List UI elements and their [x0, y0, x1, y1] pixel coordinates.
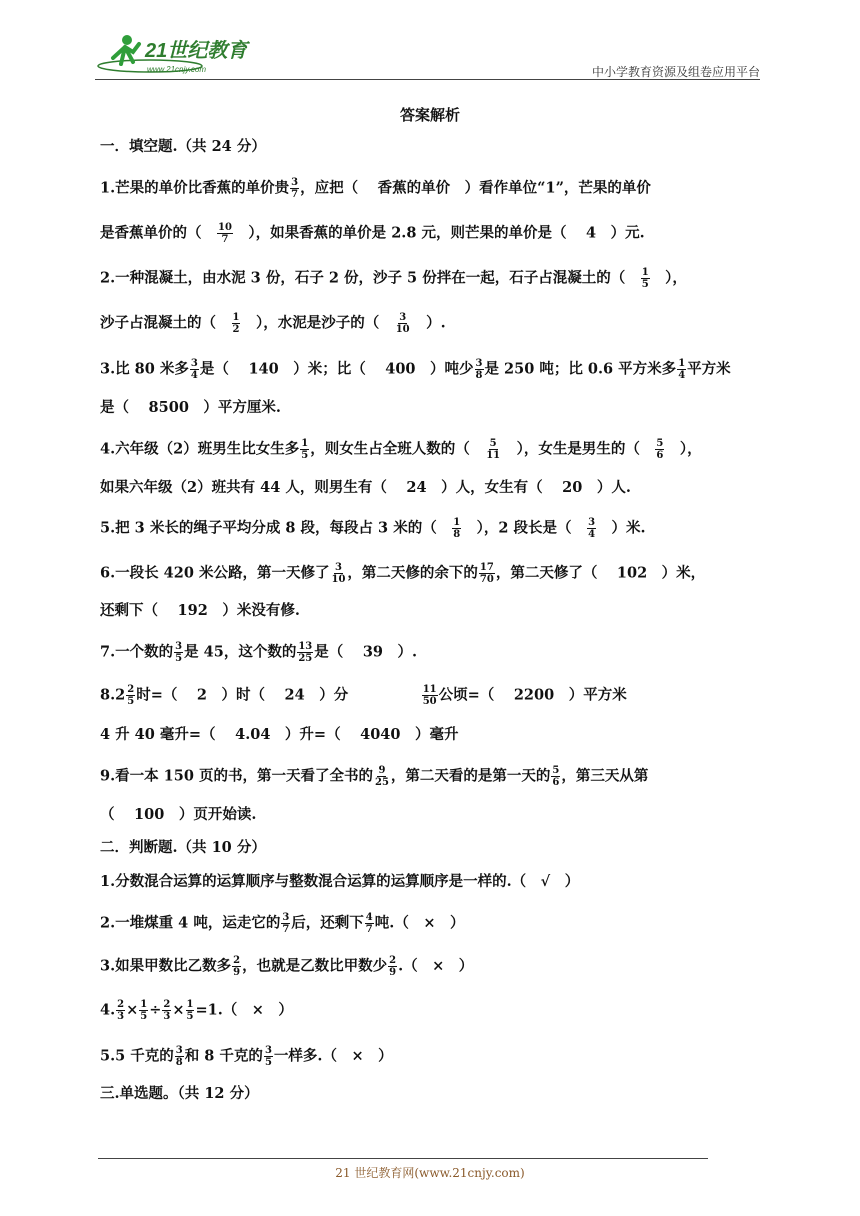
text-line	[100, 517, 646, 540]
fraction	[300, 438, 309, 461]
logo-text: 21世纪教育	[145, 40, 248, 62]
text-segment: 后，还剩下	[291, 914, 364, 932]
text-segment: 公顷=（ 2200 ）平方米	[438, 686, 627, 704]
logo-subtext: www.21cnjy.com	[147, 65, 206, 74]
text-line	[100, 358, 731, 381]
text-segment: 2.一堆煤重 4 吨，运走它的	[100, 914, 281, 932]
text-line	[100, 912, 464, 935]
fraction-numerator: 2	[163, 999, 171, 1010]
fraction	[422, 684, 438, 707]
text-segment: 8.2	[100, 686, 126, 704]
text-line	[100, 398, 281, 418]
fraction	[395, 312, 411, 335]
text-segment: 4.	[100, 1001, 116, 1019]
fraction-numerator: 3	[175, 641, 183, 652]
fraction-denominator: 5	[140, 1011, 148, 1022]
fraction-numerator: 1	[186, 999, 194, 1010]
fraction	[551, 765, 560, 788]
fraction	[485, 438, 501, 461]
text-segment: 一样多.（ × ）	[273, 1047, 393, 1065]
text-segment: ，应把（ 香蕉的单价 ）看作单位“1”，芒果的单价	[300, 179, 651, 197]
text-segment: 3.如果甲数比乙数多	[100, 957, 232, 975]
fraction-numerator: 2	[389, 955, 397, 966]
fraction-denominator: 5	[127, 696, 135, 707]
fraction	[281, 912, 290, 935]
footer-divider	[98, 1158, 708, 1159]
text-segment: ）米.	[597, 519, 646, 537]
text-segment: 5.把 3 米长的绳子平均分成 8 段，每段占 3 米的（	[100, 519, 452, 537]
text-segment: （ 100 ）页开始读.	[100, 806, 257, 823]
fraction-denominator: 10	[331, 574, 346, 585]
text-line	[100, 955, 473, 978]
fraction-numerator: 1	[301, 438, 309, 449]
text-segment: ），如果香蕉的单价是 2.8 元，则芒果的单价是（ 4 ）元.	[233, 224, 645, 242]
text-line	[100, 641, 417, 664]
fraction	[290, 177, 299, 200]
fraction-numerator: 3	[175, 1045, 183, 1056]
text-segment: 沙子占混凝土的（	[100, 314, 231, 332]
fraction-numerator: 17	[479, 562, 494, 573]
text-segment: 4.六年级（2）班男生比女生多	[100, 440, 300, 458]
text-segment: ），	[650, 269, 687, 287]
text-line	[100, 478, 631, 498]
fraction-denominator: 7	[282, 924, 290, 935]
text-segment: 二．判断题.（共 10 分）	[100, 839, 266, 856]
fraction-denominator: 6	[656, 450, 664, 461]
fraction	[126, 684, 135, 707]
text-segment: 和 8 千克的	[184, 1047, 263, 1065]
text-segment: 9.看一本 150 页的书，第一天看了全书的	[100, 767, 373, 785]
fraction-numerator: 4	[365, 912, 373, 923]
fraction-denominator: 6	[552, 777, 560, 788]
fraction	[374, 765, 390, 788]
platform-name: 中小学教育资源及组卷应用平台	[591, 65, 760, 79]
text-segment: ，第二天看的是第一天的	[390, 767, 551, 785]
text-segment: 如果六年级（2）班共有 44 人，则男生有（ 24 ）人，女生有（ 20 ）人.	[100, 479, 631, 496]
text-segment: 3.比 80 米多	[100, 360, 189, 378]
fraction	[232, 312, 241, 335]
fraction-denominator: 3	[117, 1011, 125, 1022]
fraction-denominator: 7	[221, 234, 229, 245]
text-segment: ，第二天修的余下的	[347, 564, 478, 582]
text-line	[100, 438, 702, 461]
fraction-denominator: 5	[175, 653, 183, 664]
fraction-numerator: 3	[291, 177, 299, 188]
fraction	[641, 267, 650, 290]
fraction-denominator: 4	[588, 529, 596, 540]
text-line	[100, 312, 446, 335]
fraction-numerator: 1	[453, 517, 461, 528]
fraction-numerator: 3	[399, 312, 407, 323]
page-footer: 21 世纪教育网(www.21cnjy.com)	[335, 1166, 525, 1180]
text-segment: 是（ 140 ）米；比（ 400 ）吨少	[199, 360, 474, 378]
text-segment: 1.芒果的单价比香蕉的单价贵	[100, 179, 290, 197]
fraction	[116, 999, 125, 1022]
fraction-denominator: 5	[186, 1011, 194, 1022]
fraction	[162, 999, 171, 1022]
fraction-denominator: 70	[479, 574, 494, 585]
fraction-numerator: 2	[117, 999, 125, 1010]
fraction-denominator: 7	[365, 924, 373, 935]
fraction	[297, 641, 313, 664]
text-segment: ×	[172, 1001, 185, 1019]
fraction-numerator: 1	[232, 312, 240, 323]
text-line	[100, 222, 645, 245]
text-line	[100, 765, 648, 788]
text-line	[100, 838, 266, 858]
fraction	[479, 562, 495, 585]
fraction	[677, 358, 686, 381]
text-segment: 7.一个数的	[100, 643, 174, 661]
text-line	[100, 177, 651, 200]
text-segment: 时=（ 2 ）时（ 24 ）分	[136, 686, 421, 704]
fraction-numerator: 13	[298, 641, 313, 652]
text-segment: ），	[665, 440, 702, 458]
text-segment: 是（ 8500 ）平方厘米.	[100, 399, 281, 416]
fraction-denominator: 25	[298, 653, 313, 664]
text-segment: 吨.（ × ）	[374, 914, 465, 932]
text-line	[100, 684, 627, 707]
text-segment: =1.（ × ）	[195, 1001, 293, 1019]
fraction	[331, 562, 347, 585]
page-title: 答案解析	[399, 106, 460, 124]
text-segment: ），女生是男生的（	[502, 440, 655, 458]
fraction	[264, 1045, 273, 1068]
text-segment: ，则女生占全班人数的（	[310, 440, 485, 458]
fraction-denominator: 9	[389, 967, 397, 978]
fraction-denominator: 8	[475, 370, 483, 381]
text-segment: ÷	[149, 1001, 162, 1019]
text-segment: 4 升 40 毫升=（ 4.04 ）升=（ 4040 ）毫升	[100, 726, 459, 743]
text-segment: 2.一种混凝土，由水泥 3 份，石子 2 份，沙子 5 份拌在一起，石子占混凝土的（	[100, 269, 640, 287]
text-line	[100, 999, 293, 1022]
text-segment: ×	[126, 1001, 139, 1019]
fraction	[139, 999, 148, 1022]
fraction-numerator: 3	[588, 517, 596, 528]
text-segment: 是香蕉单价的（	[100, 224, 216, 242]
fraction-numerator: 2	[127, 684, 135, 695]
fraction-denominator: 7	[291, 189, 299, 200]
text-segment: 三.单选题。（共 12 分）	[100, 1085, 259, 1102]
fraction-numerator: 1	[678, 358, 686, 369]
text-segment: 是 45，这个数的	[184, 643, 297, 661]
text-line	[100, 1045, 393, 1068]
fraction-denominator: 9	[233, 967, 241, 978]
fraction	[388, 955, 397, 978]
logo	[95, 30, 270, 78]
text-segment: ，也就是乙数比甲数少	[242, 957, 388, 975]
fraction	[217, 222, 233, 245]
fraction-numerator: 2	[233, 955, 241, 966]
fraction-numerator: 1	[641, 267, 649, 278]
text-line	[100, 601, 300, 621]
header-divider	[95, 79, 760, 80]
fraction	[186, 999, 195, 1022]
fraction-numerator: 5	[656, 438, 664, 449]
text-segment: 6.一段长 420 米公路，第一天修了	[100, 564, 330, 582]
fraction-numerator: 1	[140, 999, 148, 1010]
fraction	[587, 517, 596, 540]
text-segment: 5.5 千克的	[100, 1047, 174, 1065]
fraction-numerator: 3	[190, 358, 198, 369]
text-segment: ，第三天从第	[561, 767, 649, 785]
fraction-denominator: 10	[395, 324, 410, 335]
fraction-numerator: 3	[282, 912, 290, 923]
fraction-denominator: 4	[190, 370, 198, 381]
fraction	[655, 438, 664, 461]
fraction	[452, 517, 461, 540]
text-segment: 1.分数混合运算的运算顺序与整数混合运算的运算顺序是一样的.（ √ ）	[100, 873, 580, 890]
text-segment: ），2 段长是（	[462, 519, 587, 537]
text-line	[100, 267, 687, 290]
page-header	[95, 30, 760, 80]
text-line	[100, 137, 266, 157]
fraction-numerator: 9	[378, 765, 386, 776]
fraction	[175, 1045, 184, 1068]
fraction	[365, 912, 374, 935]
fraction-numerator: 3	[334, 562, 342, 573]
fraction-numerator: 3	[475, 358, 483, 369]
fraction-denominator: 8	[453, 529, 461, 540]
text-segment: ），水泥是沙子的（	[241, 314, 394, 332]
fraction-denominator: 50	[422, 696, 437, 707]
fraction-denominator: 4	[678, 370, 686, 381]
fraction-denominator: 5	[264, 1057, 272, 1068]
text-line	[100, 725, 458, 745]
text-line	[100, 805, 256, 825]
fraction-numerator: 11	[422, 684, 437, 695]
fraction-numerator: 5	[489, 438, 497, 449]
fraction-denominator: 25	[375, 777, 389, 788]
text-line	[100, 1084, 259, 1104]
fraction	[232, 955, 241, 978]
fraction-denominator: 8	[175, 1057, 183, 1068]
text-segment: ）.	[411, 314, 446, 332]
text-segment: 平方米	[687, 360, 731, 378]
fraction	[174, 641, 183, 664]
text-segment: 一．填空题.（共 24 分）	[100, 138, 266, 155]
fraction-numerator: 5	[552, 765, 560, 776]
fraction-denominator: 11	[486, 450, 501, 461]
fraction	[190, 358, 199, 381]
text-segment: ，第二天修了（ 102 ）米，	[495, 564, 706, 582]
fraction-denominator: 3	[163, 1011, 171, 1022]
fraction-denominator: 2	[232, 324, 240, 335]
fraction-numerator: 3	[264, 1045, 272, 1056]
text-segment: 还剩下（ 192 ）米没有修.	[100, 602, 300, 619]
fraction-numerator: 10	[218, 222, 232, 233]
fraction	[475, 358, 484, 381]
text-line	[100, 872, 579, 892]
text-segment: 是（ 39 ）.	[314, 643, 418, 661]
text-line	[100, 562, 705, 585]
text-segment: 是 250 吨；比 0.6 平方米多	[484, 360, 677, 378]
fraction-denominator: 5	[301, 450, 309, 461]
fraction-denominator: 5	[641, 279, 649, 290]
text-segment: .（ × ）	[398, 957, 474, 975]
